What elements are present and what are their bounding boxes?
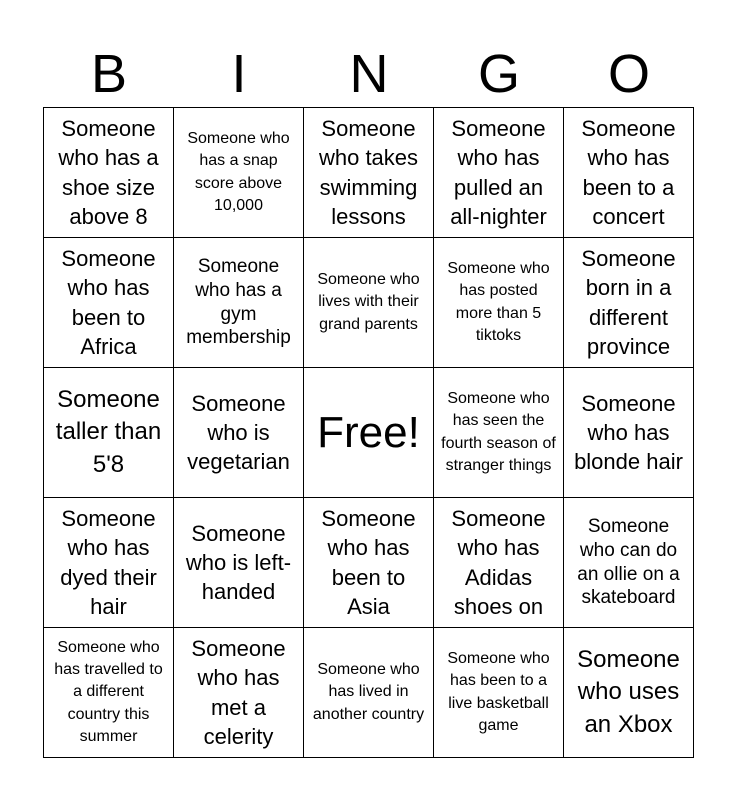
bingo-cell-text: Someone who has met a celerity: [191, 636, 286, 749]
bingo-cell-text: Someone who has been to Asia: [321, 506, 416, 619]
bingo-grid: [43, 107, 694, 758]
bingo-cell-r1c3[interactable]: [304, 108, 434, 238]
header-letter-n: N: [349, 44, 389, 104]
header-letter-g: G: [477, 44, 520, 104]
bingo-cell-text: Someone who uses an Xbox: [577, 646, 680, 738]
bingo-cell-text: Someone taller than 5'8: [55, 386, 162, 478]
bingo-cell-r2c3[interactable]: [304, 238, 434, 368]
bingo-cell-text: Someone who has been to a live basketball game: [447, 650, 550, 734]
bingo-cell-r1c2[interactable]: [174, 108, 304, 238]
bingo-cell-r2c2[interactable]: [174, 238, 304, 368]
bingo-cell-text: Someone who has lived in another country: [312, 661, 425, 723]
bingo-cell-r5c3[interactable]: [304, 628, 434, 758]
bingo-cell-r2c5[interactable]: [564, 238, 694, 368]
header-letter-b: B: [90, 44, 128, 104]
bingo-cell-r4c3[interactable]: [304, 498, 434, 628]
bingo-cell-r3c5[interactable]: [564, 368, 694, 498]
bingo-cell-r1c1[interactable]: [44, 108, 174, 238]
bingo-cell-r4c2[interactable]: [174, 498, 304, 628]
bingo-cell-text: Someone who has a shoe size above 8: [58, 116, 159, 229]
bingo-cell-text: Someone who has been to a concert: [581, 116, 676, 229]
bingo-cell-text: Someone who lives with their grand parents: [317, 271, 420, 333]
bingo-cell-r5c1[interactable]: [44, 628, 174, 758]
bingo-cell-r3c1[interactable]: [44, 368, 174, 498]
bingo-header: [44, 40, 694, 108]
bingo-cell-r1c5[interactable]: [564, 108, 694, 238]
bingo-cell-text: Someone who has Adidas shoes on: [451, 506, 546, 619]
bingo-cell-r5c2[interactable]: [174, 628, 304, 758]
bingo-cell-r4c4[interactable]: [434, 498, 564, 628]
bingo-cell-r4c1[interactable]: [44, 498, 174, 628]
bingo-cell-text: Someone born in a different province: [581, 246, 676, 359]
bingo-cell-text: Someone who has seen the fourth season of stranger things: [441, 390, 556, 474]
bingo-cell-free[interactable]: [304, 368, 434, 498]
bingo-cell-text: Someone who has dyed their hair: [60, 506, 157, 619]
bingo-cell-text: Someone who can do an ollie on a skateboard: [577, 516, 680, 609]
bingo-cell-text: Someone who has blonde hair: [574, 390, 683, 475]
bingo-cell-text: Someone who has posted more than 5 tiktoks: [447, 260, 550, 344]
bingo-cell-text: Someone who is vegetarian: [187, 390, 290, 475]
bingo-cell-text: Free!: [317, 407, 420, 457]
bingo-cell-text: Someone who takes swimming lessons: [318, 116, 419, 229]
bingo-cell-r2c4[interactable]: [434, 238, 564, 368]
bingo-cell-r2c1[interactable]: [44, 238, 174, 368]
bingo-cell-r5c5[interactable]: [564, 628, 694, 758]
bingo-cell-text: Someone who has a snap score above 10,000: [187, 130, 290, 214]
header-letter-o: O: [607, 44, 650, 104]
bingo-cell-text: Someone who has a gym membership: [186, 256, 291, 349]
bingo-cell-text: Someone who has pulled an all-nighter: [450, 116, 547, 229]
bingo-cell-r3c4[interactable]: [434, 368, 564, 498]
bingo-cell-text: Someone who has travelled to a different country this summer: [54, 639, 163, 745]
bingo-cell-r5c4[interactable]: [434, 628, 564, 758]
bingo-cell-r1c4[interactable]: [434, 108, 564, 238]
header-letter-i: I: [231, 44, 247, 104]
bingo-cell-text: Someone who is left-handed: [185, 520, 292, 605]
bingo-cell-text: Someone who has been to Africa: [61, 246, 156, 359]
bingo-cell-r4c5[interactable]: [564, 498, 694, 628]
bingo-cell-r3c2[interactable]: [174, 368, 304, 498]
